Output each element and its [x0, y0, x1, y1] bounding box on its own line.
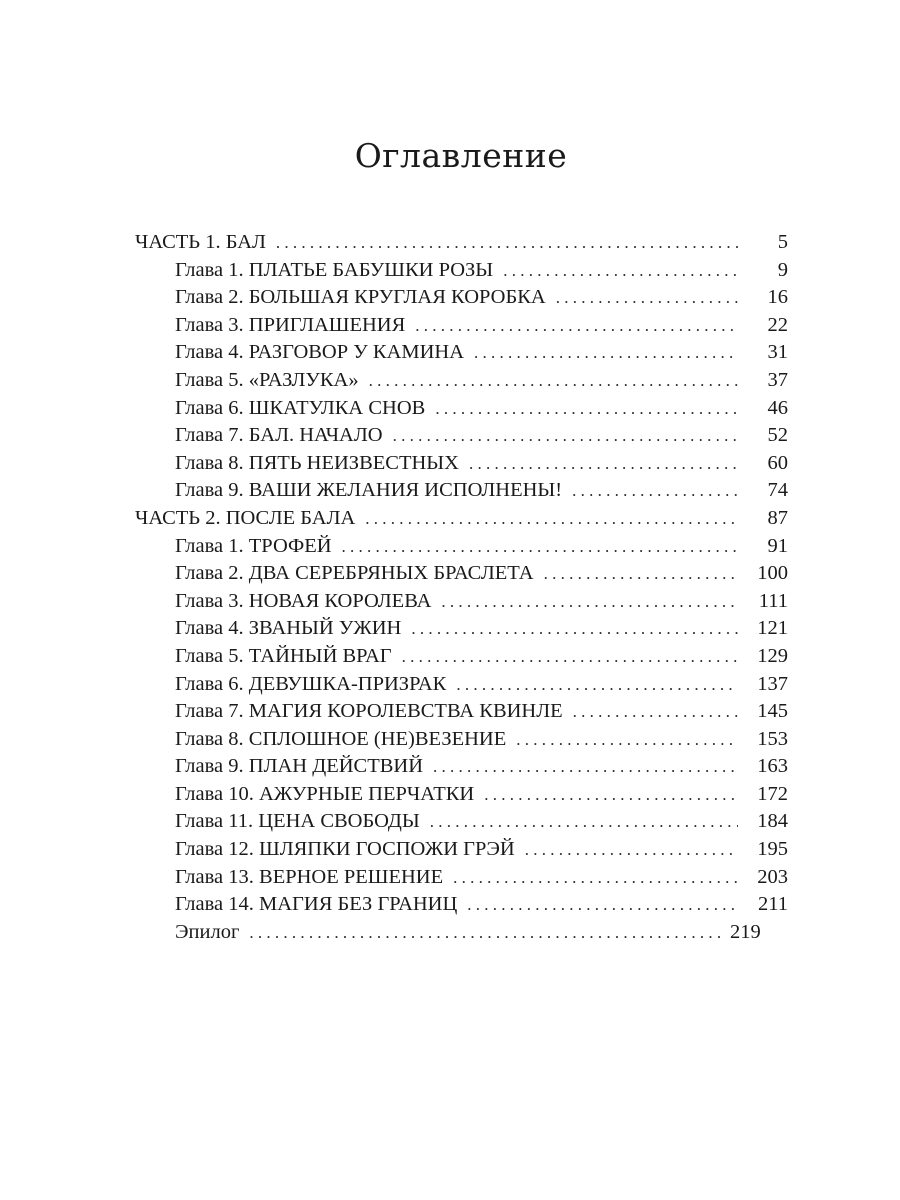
- toc-page-number: 9: [777, 258, 788, 281]
- toc-page-number: 184: [757, 810, 788, 833]
- dot-leader: [342, 537, 738, 557]
- dot-leader: [544, 564, 738, 584]
- dot-leader: [469, 454, 738, 474]
- toc-chapter[interactable]: [135, 866, 788, 894]
- toc-entry-label: Глава 5. ТАЙНЫЙ ВРАГ: [175, 644, 392, 667]
- dot-leader: [415, 316, 738, 336]
- dot-leader: [467, 895, 738, 915]
- dot-leader: [249, 923, 722, 943]
- toc-chapter[interactable]: [135, 893, 788, 921]
- dot-leader: [441, 592, 738, 612]
- toc-entry-label: Глава 2. ДВА СЕРЕБРЯНЫХ БРАСЛЕТА: [175, 562, 534, 585]
- toc-page-number: 129: [757, 644, 788, 667]
- toc-chapter[interactable]: [135, 314, 788, 342]
- toc-chapter[interactable]: [135, 535, 788, 563]
- toc-entry-label: Глава 4. ЗВАНЫЙ УЖИН: [175, 617, 402, 640]
- toc-chapter[interactable]: [135, 755, 788, 783]
- toc-chapter[interactable]: [135, 369, 788, 397]
- dot-leader: [474, 343, 738, 363]
- dot-leader: [484, 785, 738, 805]
- toc-page-number: 16: [767, 286, 788, 309]
- toc-entry-label: Глава 14. МАГИЯ БЕЗ ГРАНИЦ: [175, 893, 458, 916]
- toc-chapter[interactable]: [135, 259, 788, 287]
- toc-chapter[interactable]: [135, 286, 788, 314]
- toc-page-number: 153: [757, 727, 788, 750]
- toc-entry-label: Глава 12. ШЛЯПКИ ГОСПОЖИ ГРЭЙ: [175, 838, 515, 861]
- toc-chapter[interactable]: [135, 479, 788, 507]
- dot-leader: [453, 868, 738, 888]
- toc-entry-label: Глава 9. ПЛАН ДЕЙСТВИЙ: [175, 755, 424, 778]
- toc-page-number: 22: [767, 313, 788, 336]
- toc-page-number: 219: [730, 920, 761, 943]
- toc-chapter[interactable]: [135, 783, 788, 811]
- dot-leader: [411, 619, 738, 639]
- toc-entry-label: Глава 7. МАГИЯ КОРОЛЕВСТВА КВИНЛЕ: [175, 700, 563, 723]
- dot-leader: [516, 730, 738, 750]
- dot-leader: [556, 288, 738, 308]
- toc-entry-label: Глава 13. ВЕРНОЕ РЕШЕНИЕ: [175, 865, 444, 888]
- toc-entry-label: Глава 8. ПЯТЬ НЕИЗВЕСТНЫХ: [175, 451, 459, 474]
- toc-page-number: 195: [757, 838, 788, 861]
- toc-entry-label: Глава 11. ЦЕНА СВОБОДЫ: [175, 810, 420, 833]
- toc-chapter[interactable]: [135, 645, 788, 673]
- page-title: Оглавление: [354, 136, 568, 175]
- toc-page-number: 163: [757, 755, 788, 778]
- dot-leader: [433, 757, 738, 777]
- toc-page-number: 91: [767, 534, 788, 557]
- toc-chapter[interactable]: [135, 617, 788, 645]
- toc-page-number: 172: [757, 782, 788, 805]
- toc-entry-label: Глава 1. ТРОФЕЙ: [175, 534, 332, 557]
- toc-page-number: 5: [777, 231, 788, 253]
- dot-leader: [503, 261, 738, 281]
- toc-entry-label: Глава 7. БАЛ. НАЧАЛО: [175, 424, 383, 447]
- toc-page-number: 111: [758, 589, 788, 612]
- toc-part-1[interactable]: [135, 231, 788, 259]
- toc-page-number: 137: [757, 672, 788, 695]
- toc-entry-label: Глава 8. СПЛОШНОЕ (НЕ)ВЕЗЕНИЕ: [175, 727, 507, 750]
- toc-chapter[interactable]: [135, 673, 788, 701]
- dot-leader: [435, 399, 738, 419]
- toc-entry-label: Глава 9. ВАШИ ЖЕЛАНИЯ ИСПОЛНЕНЫ!: [175, 479, 563, 502]
- toc-chapter[interactable]: [135, 424, 788, 452]
- toc-chapter[interactable]: [135, 397, 788, 425]
- dot-leader: [456, 675, 738, 695]
- toc-page-number: 203: [757, 865, 788, 888]
- toc-page-number: 145: [757, 700, 788, 723]
- table-of-contents: [135, 231, 788, 948]
- toc-entry-label: Эпилог: [175, 920, 240, 943]
- toc-part-2[interactable]: [135, 507, 788, 535]
- toc-entry-label: Глава 5. «РАЗЛУКА»: [175, 368, 359, 391]
- toc-page-number: 52: [767, 424, 788, 447]
- toc-entry-label: Глава 3. НОВАЯ КОРОЛЕВА: [175, 589, 432, 612]
- toc-epilogue[interactable]: [135, 921, 788, 949]
- dot-leader: [365, 509, 738, 529]
- dot-leader: [572, 481, 738, 501]
- toc-page-number: 100: [757, 562, 788, 585]
- toc-entry-label: ЧАСТЬ 2. ПОСЛЕ БАЛА: [135, 506, 356, 529]
- toc-entry-label: ЧАСТЬ 1. БАЛ: [135, 231, 266, 253]
- toc-page-number: 74: [767, 479, 788, 502]
- toc-page-number: 121: [757, 617, 788, 640]
- toc-chapter[interactable]: [135, 341, 788, 369]
- toc-chapter[interactable]: [135, 838, 788, 866]
- toc-chapter[interactable]: [135, 810, 788, 838]
- toc-chapter[interactable]: [135, 562, 788, 590]
- toc-chapter[interactable]: [135, 452, 788, 480]
- toc-entry-label: Глава 1. ПЛАТЬЕ БАБУШКИ РОЗЫ: [175, 258, 494, 281]
- dot-leader: [430, 812, 738, 832]
- dot-leader: [525, 840, 738, 860]
- toc-entry-label: Глава 3. ПРИГЛАШЕНИЯ: [175, 313, 406, 336]
- toc-entry-label: Глава 2. БОЛЬШАЯ КРУГЛАЯ КОРОБКА: [175, 286, 546, 309]
- toc-page-number: 211: [758, 893, 788, 916]
- toc-page-number: 31: [767, 341, 788, 364]
- dot-leader: [402, 647, 738, 667]
- toc-chapter[interactable]: [135, 700, 788, 728]
- dot-leader: [393, 426, 738, 446]
- toc-page-number: 37: [767, 368, 788, 391]
- dot-leader: [276, 233, 738, 253]
- dot-leader: [573, 702, 738, 722]
- toc-entry-label: Глава 4. РАЗГОВОР У КАМИНА: [175, 341, 465, 364]
- toc-page-number: 87: [767, 506, 788, 529]
- dot-leader: [369, 371, 738, 391]
- toc-entry-label: Глава 10. АЖУРНЫЕ ПЕРЧАТКИ: [175, 782, 475, 805]
- toc-page-number: 60: [767, 451, 788, 474]
- toc-page-number: 46: [767, 396, 788, 419]
- toc-chapter[interactable]: [135, 590, 788, 618]
- toc-entry-label: Глава 6. ШКАТУЛКА СНОВ: [175, 396, 426, 419]
- toc-entry-label: Глава 6. ДЕВУШКА-ПРИЗРАК: [175, 672, 447, 695]
- toc-chapter[interactable]: [135, 728, 788, 756]
